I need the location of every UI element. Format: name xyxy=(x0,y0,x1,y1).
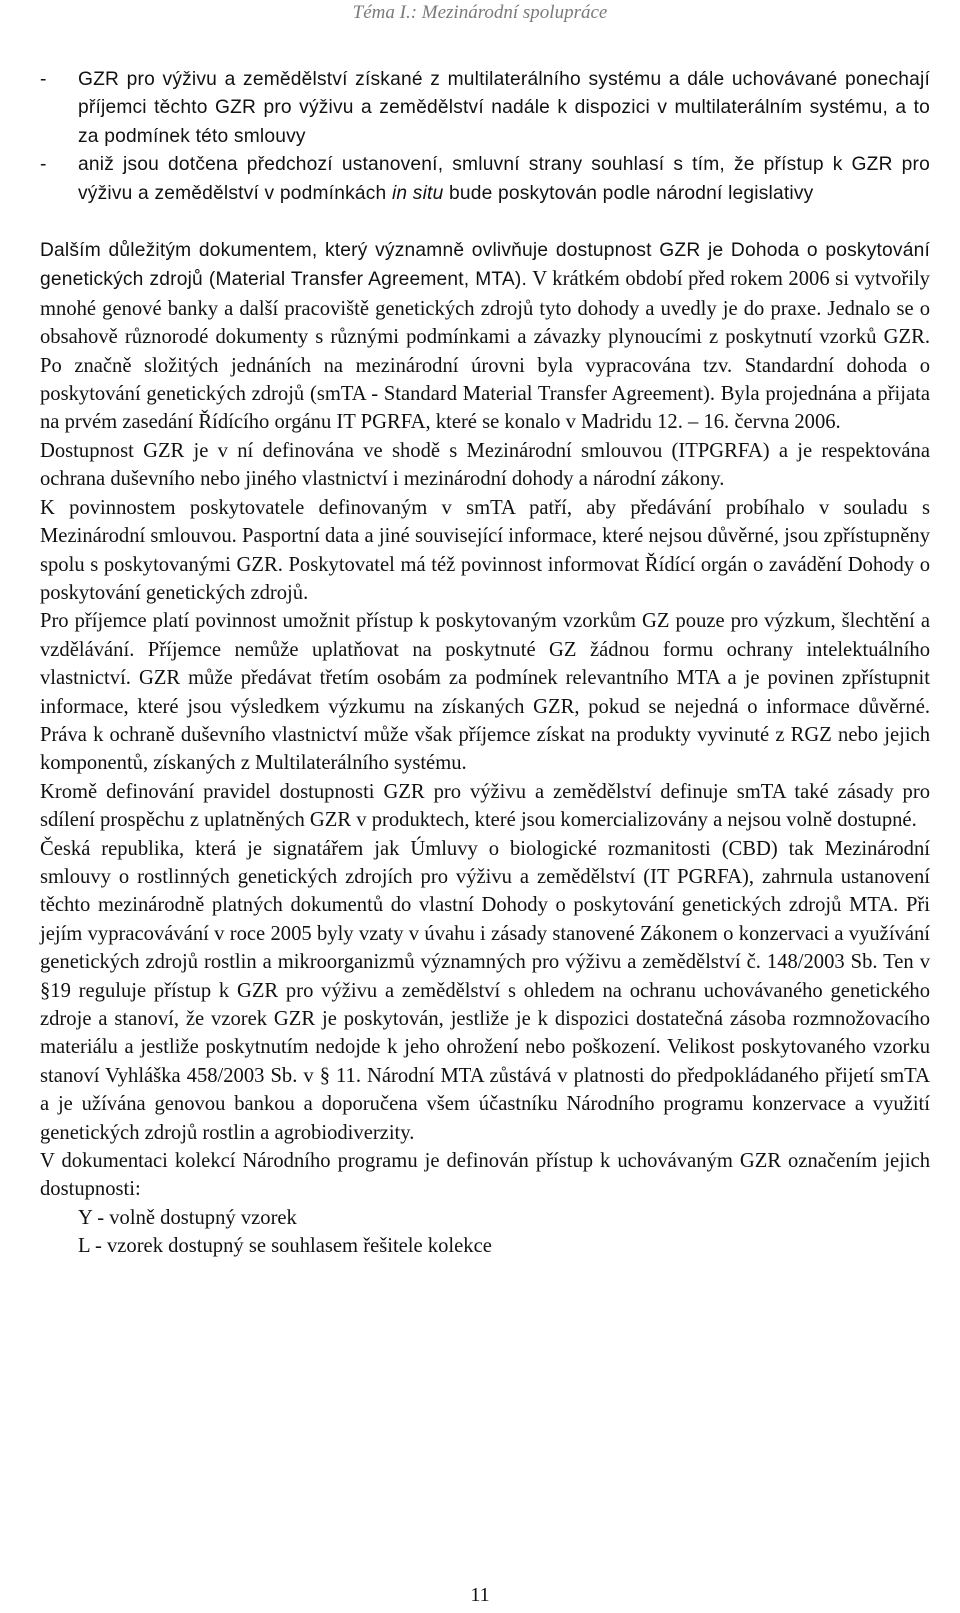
running-header: Téma I.: Mezinárodní spolupráce xyxy=(352,2,608,23)
paragraph-availability: Dostupnost GZR je v ní definována ve shodě s Mezinárodní smlouvou (ITPGRFA) a je respektována ochrana duševního nebo jiného vlastnictví i mezinárodní dohody a národní zákony. xyxy=(40,439,930,491)
paragraph-czech-republic: Česká republika, která je signatářem jak Úmluvy o biologické rozmanitosti (CBD) tak Mezinárodní smlouvy o rostlinných genetických zdrojích pro výživu a zemědělství (IT PGRFA), zahrnula ustanovení těchto mezinárodně platných dokumentů do vlastní Dohody o poskytování genetických zdrojů MTA. Při jejím vypracovávání v roce 2005 byly vzaty v úvahu i zásady stanovené Zákonem o konzervaci a využívání genetických zdrojů rostlin a mikroorganizmů významných pro výživu a zemědělství č. 148/2003 Sb. Ten v §19 reguluje přístup k GZR pro výživu a zemědělství s ohledem na ochranu uchovávaného genetického zdroje a stanoví, že vzorek GZR je poskytován, jestliže je k dispozici dostatečná zásoba rozmnožovacího materiálu a jestliže poskytnutím nedojde k jeho ohrožení nebo poškození. Velikost poskytovaného vzorku stanoví Vyhláška 458/2003 Sb. v § 11. Národní MTA zůstává v platnosti do předpokládaného přijetí smTA a je užívána genovou bankou a doporučena všem účastníku Národního programu konzervace a využití genetických zdrojů rostlin a agrobiodiverzity. xyxy=(40,837,930,1144)
body-text xyxy=(40,66,930,1261)
bullet-text-before: aniž jsou dotčena předchozí ustanovení, smluvní strany souhlasí s tím, že přístup k GZR pro výživu a zemědělství v podmínkách xyxy=(78,154,930,204)
page-number: 11 xyxy=(470,1584,490,1606)
bullet-dash: - xyxy=(40,69,47,90)
bullet-dash: - xyxy=(40,154,47,176)
paragraph-recipient-obligations: Pro příjemce platí povinnost umožnit přístup k poskytovaným vzorkům GZ pouze pro výzkum, šlechtění a vzdělávání. Příjemce nemůže uplatňovat na poskytnuté GZ žádnou formu ochrany intelektuálního vlastnictví. GZR může předávat třetím osobám za podmínek relevantního MTA a je povinen zpřístupnit informace, které jsou výsledkem výzkumu na získaných GZR, pokud se nejedná o informace důvěrné. Práva k ochraně duševního vlastnictví může však příjemce získat na produkty vyvinuté z RGZ nebo jejich komponentů, získaných z Multilaterálního systému. xyxy=(40,610,930,775)
bullet-text-italic: in situ xyxy=(391,182,444,204)
bullet-item xyxy=(40,151,930,208)
paragraph-provider-obligations: K povinnostem poskytovatele definovaným v smTA patří, aby předávání probíhalo v souladu s Mezinárodní smlouvou. Pasportní data a jiné související informace, které nejsou důvěrné, jsou zpřístupněny spolu s poskytovanými GZR. Poskytovatel má též povinnost informovat Řídící orgán o zavádění Dohody o poskytování genetických zdrojů. xyxy=(40,496,930,604)
paragraph-benefit-sharing: Kromě definování pravidel dostupnosti GZR pro výživu a zemědělství definuje smTA také zásady pro sdílení prospěchu z uplatněných GZR v produktech, které jsou komercializovány a nejsou volně dostupné. xyxy=(40,780,930,832)
bullet-text-after: bude poskytován podle národní legislativy xyxy=(443,182,814,204)
availability-code-l: L - vzorek dostupný se souhlasem řešitele kolekce xyxy=(78,1235,492,1258)
bullet-item xyxy=(40,66,930,151)
paragraph-mta-intro xyxy=(40,236,930,437)
bullet-text: GZR pro výživu a zemědělství získané z multilaterálního systému a dále uchovávané ponechají příjemci těchto GZR pro výživu a zemědělství nadále k dispozici v multilaterálním systému, a to za podmínek této smlouvy xyxy=(78,69,930,147)
paragraph-mta-intro-sans: Dalším důležitým dokumentem, který významně ovlivňuje dostupnost GZR je Dohoda o poskytování genetických zdrojů (Material Transfer Agreement, MTA). xyxy=(40,240,930,291)
paragraph-documentation: V dokumentaci kolekcí Národního programu je definován přístup k uchovávaným GZR označením jejich dostupnosti: xyxy=(40,1150,930,1201)
paragraph-mta-intro-serif: V krátkém období před rokem 2006 si vytvořily mnohé genové banky a další pracoviště genetických zdrojů tyto dohody a uvedly je do praxe. Jednalo se o obsahově různorodé dokumenty s různými podmínkami a závazky plynoucími z poskytnutí vzorků GZR. Po značně složitých jednáních na mezinárodní úrovni byla vypracována tzv. Standardní dohoda o poskytování genetických zdrojů (smTA - Standard Material Transfer Agreement). Byla projednána a přijata na prvém zasedání Řídícího orgánu IT PGRFA, které se konalo v Madridu 12. – 16. června 2006. xyxy=(40,268,930,434)
availability-code-y: Y - volně dostupný vzorek xyxy=(78,1206,297,1229)
